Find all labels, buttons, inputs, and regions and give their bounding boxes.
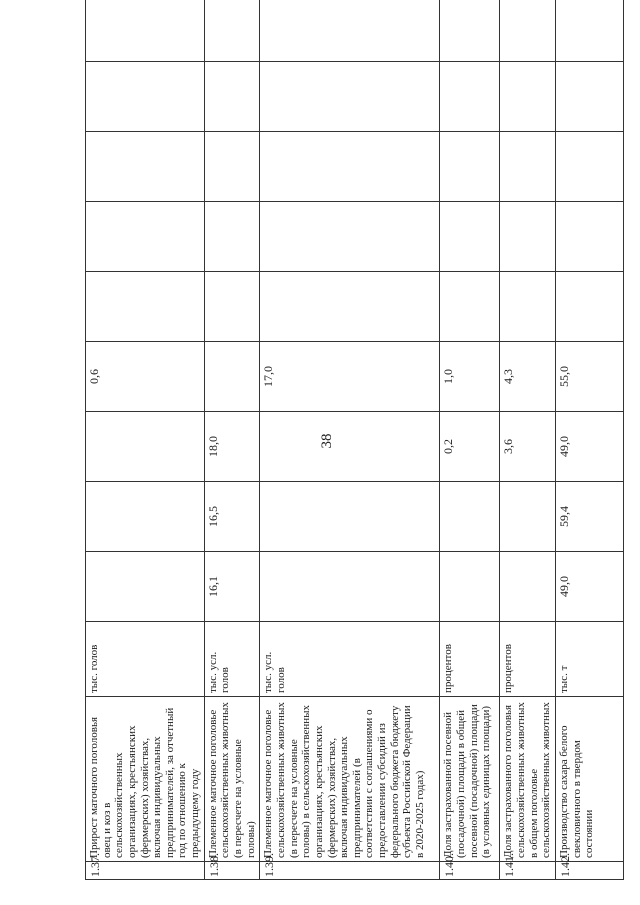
value-cell: [204, 62, 260, 132]
value-cell: [440, 202, 500, 272]
unit-cell: процентов: [440, 622, 500, 697]
table-row: [204, 0, 260, 880]
value-cell: [86, 412, 205, 482]
value-cell: 4,3: [500, 342, 556, 412]
value-cell: [204, 132, 260, 202]
value-cell: [86, 552, 205, 622]
value-cell: [440, 0, 500, 62]
value-cell: [86, 62, 205, 132]
unit-cell: тыс. голов: [86, 622, 205, 697]
row-number: 1.38.: [204, 862, 260, 880]
value-cell: [86, 272, 205, 342]
value-cell: 3,6: [500, 412, 556, 482]
value-cell: [204, 272, 260, 342]
value-cell: [440, 132, 500, 202]
value-cell: [555, 0, 623, 62]
table-row: [500, 0, 556, 880]
indicator-name: Племенное маточное поголовье сельскохозяйственных животных (в пересчете на условные головы): [204, 697, 260, 862]
value-cell: 1,0: [440, 342, 500, 412]
value-cell: [260, 482, 440, 552]
indicator-name: Прирост маточного поголовья овец и коз в сельскохозяйственных организациях, крестьянских (фермерских) хозяйствах, включая индивидуальных предпринимателей, за отчетный год по отношению к предыдущему году: [86, 697, 205, 862]
row-number: 1.42.: [555, 862, 623, 880]
value-cell: [440, 482, 500, 552]
row-number: 1.37.: [86, 862, 205, 880]
indicator-name: Племенное маточное поголовье сельскохозяйственных животных (в пересчете на условные головы) в сельскохозяйственных организациях, крестьянских (фермерских) хозяйствах, включая индивидуальных предпринимателей (в соответствии с соглашениями о предоставлении субсидий из федерального бюджета бюджету субъекта Российской Федерации в 2020-2025 годах): [260, 697, 440, 862]
value-cell: [204, 0, 260, 62]
value-cell: 49,0: [555, 552, 623, 622]
value-cell: 49,0: [555, 412, 623, 482]
row-number: 1.39.: [260, 862, 440, 880]
value-cell: [500, 0, 556, 62]
value-cell: [86, 132, 205, 202]
value-cell: 59,4: [555, 482, 623, 552]
value-cell: [260, 272, 440, 342]
value-cell: [500, 482, 556, 552]
value-cell: [500, 62, 556, 132]
value-cell: [86, 0, 205, 62]
value-cell: 17,0: [260, 342, 440, 412]
value-cell: [86, 202, 205, 272]
value-cell: [500, 272, 556, 342]
value-cell: [260, 62, 440, 132]
value-cell: 55,0: [555, 342, 623, 412]
page-number: 38: [319, 433, 335, 449]
value-cell: [86, 482, 205, 552]
unit-cell: тыс. усл. голов: [204, 622, 260, 697]
unit-cell: процентов: [500, 622, 556, 697]
value-cell: 16,1: [204, 552, 260, 622]
unit-cell: тыс. усл. голов: [260, 622, 440, 697]
indicator-name: Производство сахара белого свекловичного в твердом состоянии: [555, 697, 623, 862]
row-number: 1.41.: [500, 862, 556, 880]
value-cell: [440, 62, 500, 132]
indicator-name: Доля застрахованного поголовья сельскохозяйственных животных в общем поголовье сельскохозяйственных животных: [500, 697, 556, 862]
table-row: [555, 0, 623, 880]
value-cell: [555, 62, 623, 132]
indicator-table-rotated: [85, 30, 605, 880]
value-cell: [555, 202, 623, 272]
value-cell: [500, 552, 556, 622]
table-row: [440, 0, 500, 880]
value-cell: [440, 272, 500, 342]
indicator-table: [85, 0, 624, 880]
row-number: 1.40.: [440, 862, 500, 880]
value-cell: [260, 0, 440, 62]
value-cell: [260, 412, 440, 482]
value-cell: 18,0: [204, 412, 260, 482]
value-cell: [260, 132, 440, 202]
value-cell: [204, 202, 260, 272]
value-cell: 0,6: [86, 342, 205, 412]
value-cell: 0,2: [440, 412, 500, 482]
unit-cell: тыс. т: [555, 622, 623, 697]
value-cell: [260, 552, 440, 622]
table-row: [86, 0, 205, 880]
value-cell: [500, 202, 556, 272]
value-cell: 16,5: [204, 482, 260, 552]
value-cell: [555, 132, 623, 202]
table-row: [260, 0, 440, 880]
value-cell: [204, 342, 260, 412]
value-cell: [500, 132, 556, 202]
indicator-name: Доля застрахованной посевной (посадочной) площади в общей посевной (посадочной) площади (в условных единицах площади): [440, 697, 500, 862]
value-cell: [440, 552, 500, 622]
value-cell: [555, 272, 623, 342]
value-cell: [260, 202, 440, 272]
